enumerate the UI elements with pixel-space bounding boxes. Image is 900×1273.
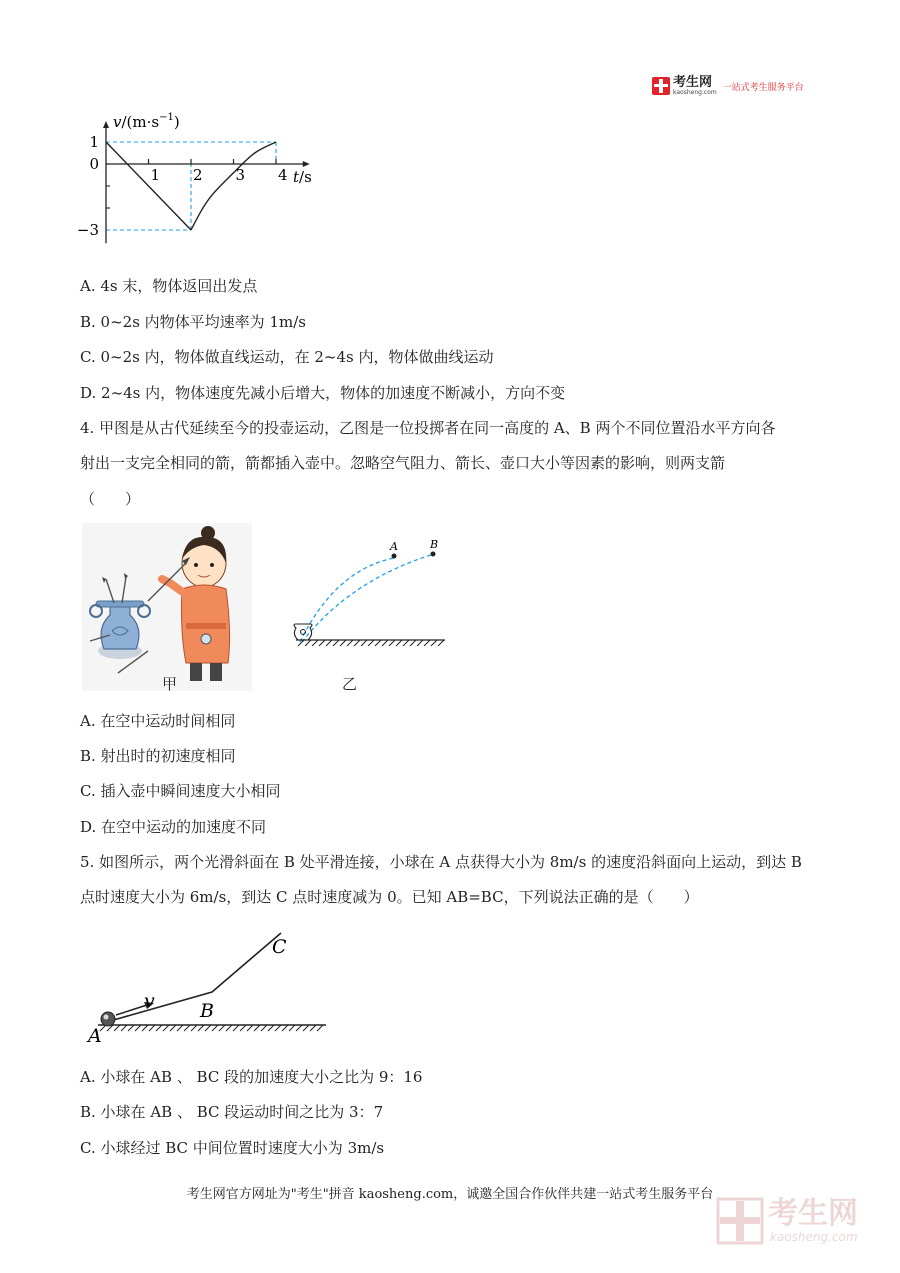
q4-option-d: D. 在空中运动的加速度不同: [80, 818, 267, 836]
y-tick-label--3: −3: [76, 221, 99, 239]
footer-text: 考生网官方网址为"考生"拼音 kaosheng.com，诚邀全国合作伙伴共建一站式考生服务平台: [186, 1187, 714, 1202]
point-a-label: A: [390, 540, 398, 553]
x-axis-arrow: [303, 161, 310, 167]
y-axis-label: $v/(m\cdot s^{-1})$: [113, 112, 180, 131]
watermark-logo-icon: [716, 1197, 764, 1245]
q3-option-c: C. 0~2s 内，物体做直线运动，在 2~4s 内，物体做曲线运动: [80, 348, 494, 366]
watermark-domain: kaosheng.com: [770, 1230, 858, 1244]
ground-hatching: [298, 640, 444, 646]
figure-jia-illustration: [82, 523, 252, 691]
q3-option-d: D. 2~4s 内，物体速度先减小后增大，物体的加速度不断减小，方向不变: [80, 384, 566, 402]
label-v: v: [144, 990, 155, 1012]
x-tick-label-4: 4: [278, 166, 288, 184]
x-tick-label-3: 3: [235, 166, 246, 184]
q5-stem-line1: 5. 如图所示，两个光滑斜面在 B 处平滑连接，小球在 A 点获得大小为 8m/s 的速度沿斜面向上运动，到达 B: [80, 853, 802, 871]
figure-yi-caption: 乙: [342, 675, 358, 693]
brand-domain: kaosheng.com: [673, 88, 717, 96]
trajectory-b: [302, 554, 434, 642]
figure-yi-diagram: [290, 530, 460, 660]
incline-diagram: [84, 925, 334, 1050]
y-tick-label-1: 1: [89, 133, 99, 151]
brand-slogan: 一站式考生服务平台: [722, 82, 804, 93]
series-segment-curve: [191, 142, 276, 230]
y-ticks: [77, 133, 110, 239]
q4-stem-line2: 射出一支完全相同的箭，箭都插入壶中。忽略空气阻力、箭长、壶口大小等因素的影响，则两支箭: [80, 454, 726, 472]
point-b-label: B: [430, 538, 439, 551]
y-tick-label-0: 0: [89, 155, 99, 173]
q4-option-c: C. 插入壶中瞬间速度大小相同: [80, 782, 281, 800]
pot-outline-icon: [294, 624, 312, 640]
q5-option-c: C. 小球经过 BC 中间位置时速度大小为 3m/s: [80, 1139, 385, 1157]
x-tick-label-1: 1: [150, 166, 161, 184]
y-axis-arrow: [103, 121, 109, 128]
point-a-dot: [392, 554, 397, 559]
label-c: C: [272, 936, 287, 958]
brand-name: 考生网: [673, 74, 713, 90]
incline-path: [110, 933, 281, 1021]
q5-option-a: A. 小球在 AB 、 BC 段的加速度大小之比为 9：16: [80, 1068, 423, 1086]
q4-option-a: A. 在空中运动时间相同: [80, 712, 236, 730]
watermark: [716, 1197, 858, 1245]
ball-icon: [101, 1012, 115, 1026]
trajectory-a: [300, 558, 394, 642]
x-axis-label: t/s: [293, 168, 312, 186]
series-segment-straight: [106, 142, 191, 230]
q3-option-a: A. 4s 末，物体返回出发点: [80, 277, 258, 295]
label-b: B: [200, 1000, 214, 1022]
point-b-dot: [431, 552, 436, 557]
q4-paren: （ ）: [80, 490, 141, 508]
q5-stem-line2: 点时速度大小为 6m/s，到达 C 点时速度减为 0。已知 AB=BC，下列说法正确的是（ ）: [80, 888, 699, 906]
x-ticks: [149, 159, 288, 184]
q4-stem-line1: 4. 甲图是从古代延续至今的投壶运动，乙图是一位投掷者在同一高度的 A、B 两个不同位置沿水平方向各: [80, 419, 776, 437]
chart-guides: [106, 142, 276, 230]
q4-option-b: B. 射出时的初速度相同: [80, 747, 236, 765]
kaosheng-logo-icon: [652, 77, 670, 95]
velocity-time-chart: [76, 100, 340, 260]
figure-jia-caption: 甲: [162, 675, 178, 693]
watermark-brand: 考生网: [768, 1196, 858, 1231]
ground-hatching: [100, 1025, 323, 1031]
x-tick-label-2: 2: [193, 166, 203, 184]
q3-option-b: B. 0~2s 内物体平均速率为 1m/s: [80, 313, 306, 331]
label-a: A: [88, 1025, 102, 1047]
q5-option-b: B. 小球在 AB 、 BC 段运动时间之比为 3：7: [80, 1103, 384, 1121]
header-logo: [652, 74, 804, 98]
